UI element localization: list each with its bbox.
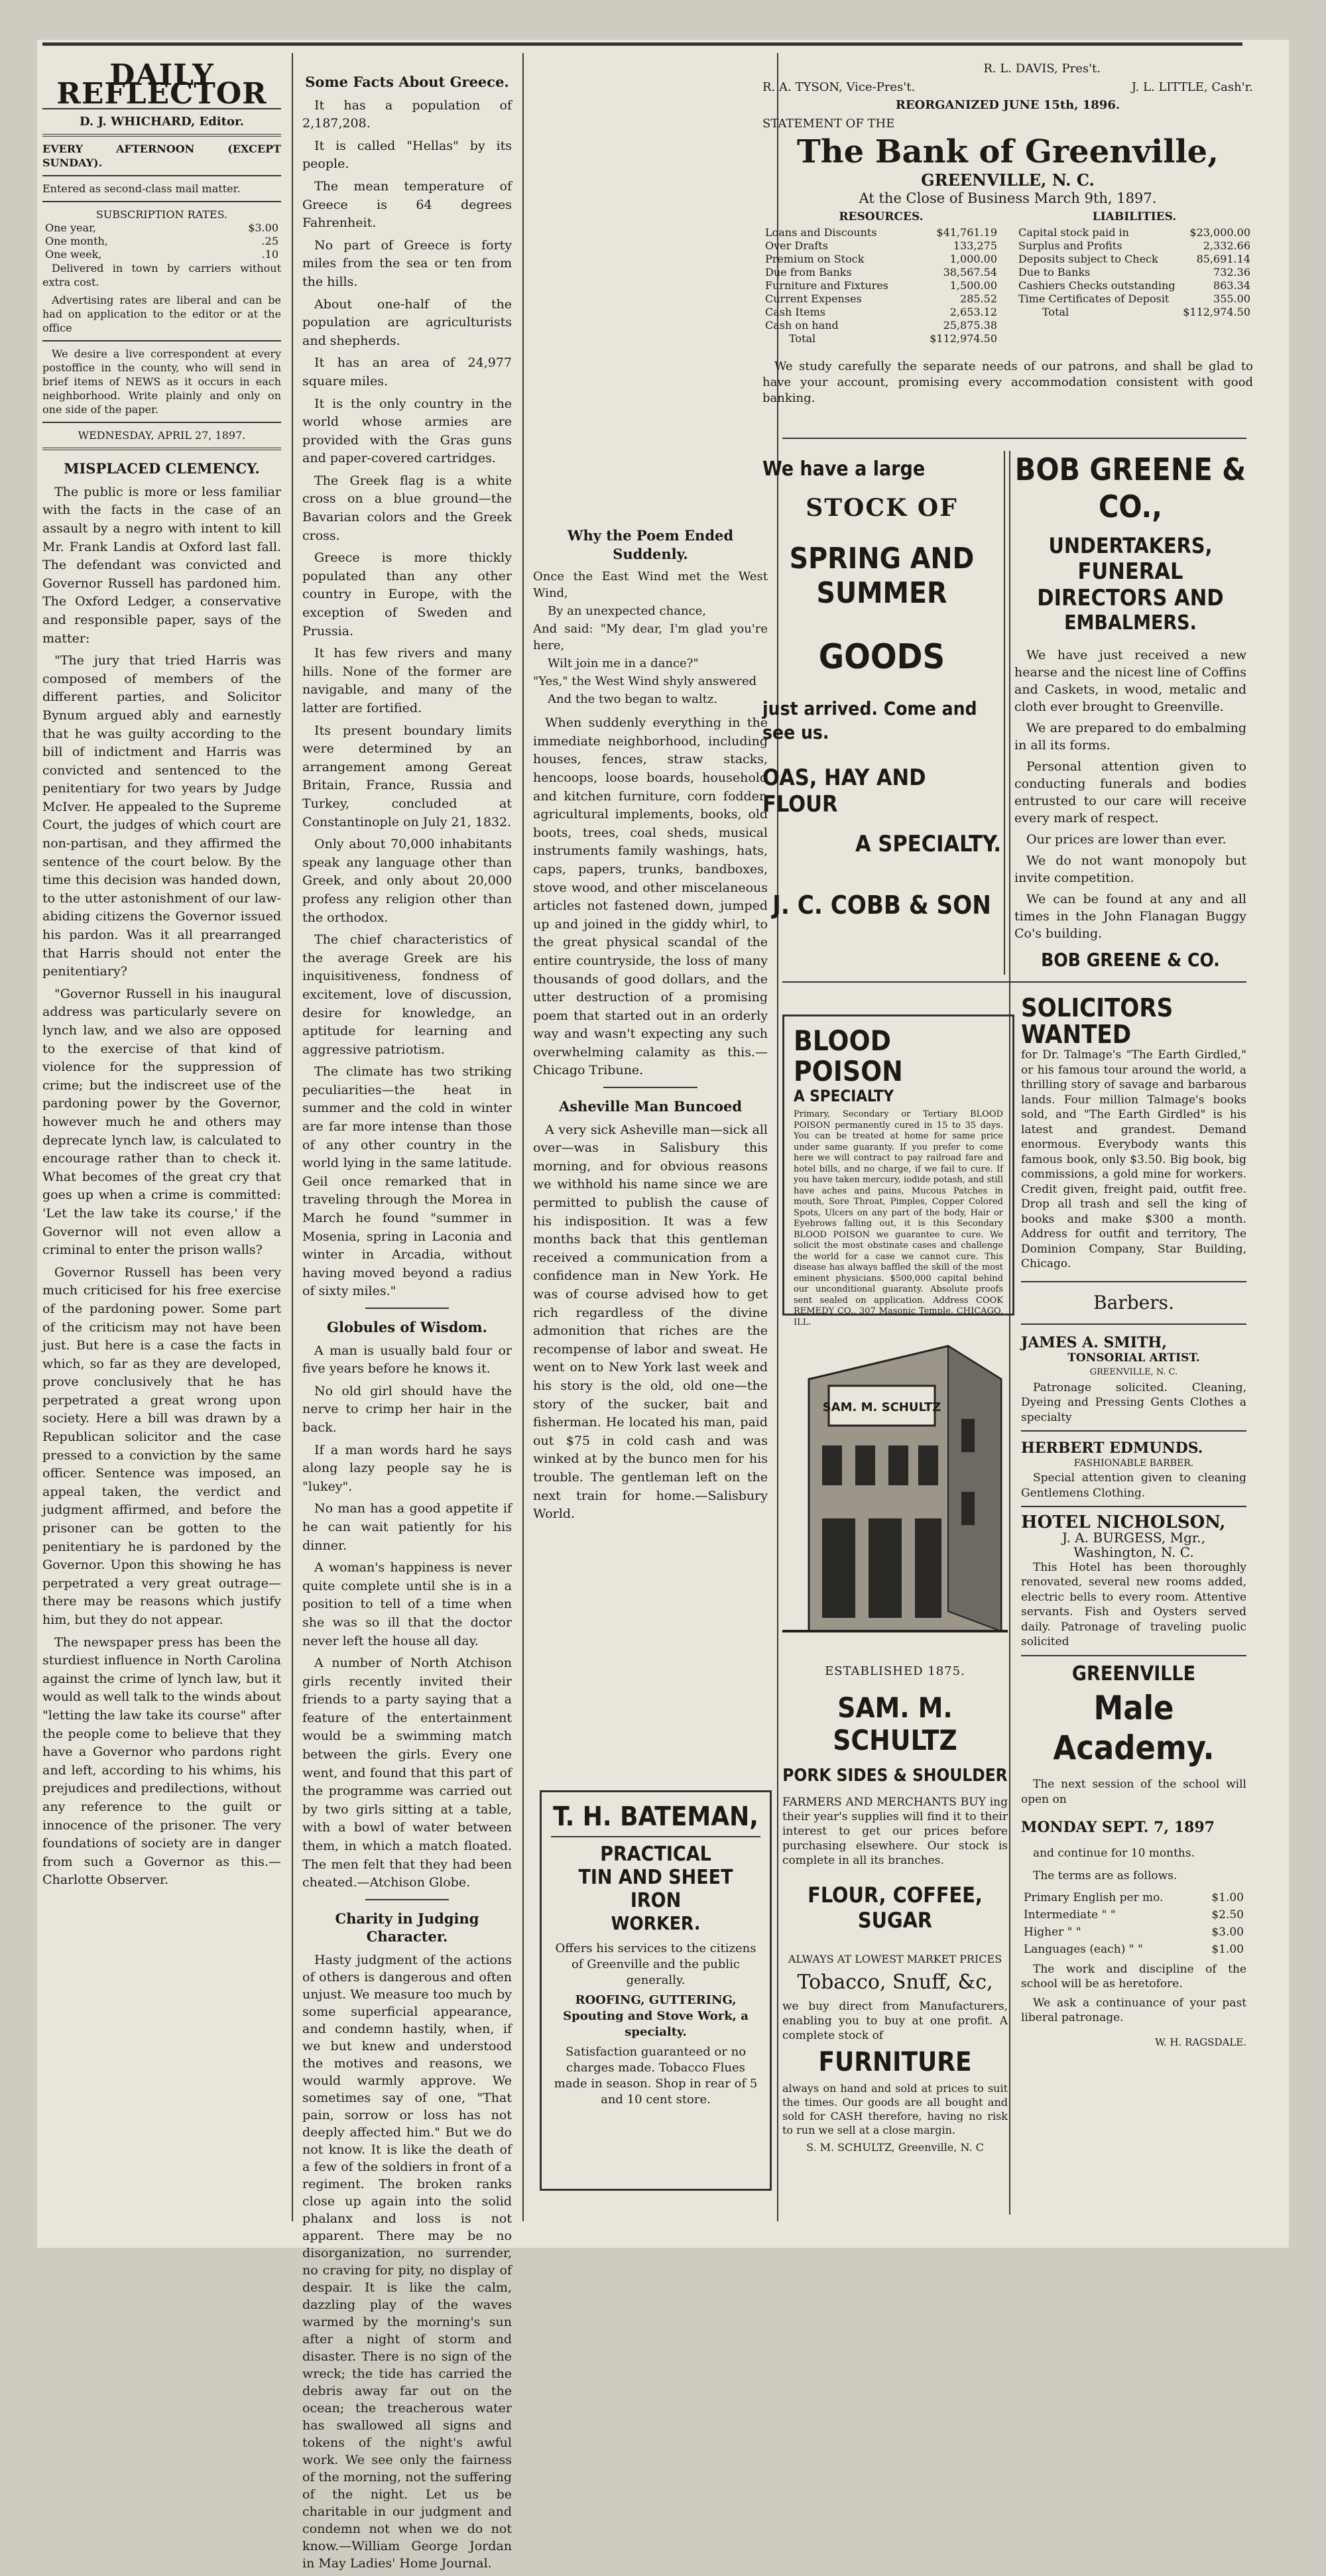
greene-paragraph: We have just received a new hearse and the nicest line of Coffins and Caskets, in wood, metalic and cloth ever brought to Greenville. [1014,648,1246,714]
asheville-paragraph: A very sick Asheville man—sick all over—was in Salisbury this morning, and for obvious reasons we withhold his name since we are permitted to publish the cause of his indisposition. It was a few months back that this gentleman received a communication from a confidence man in New York. He was of course advised how to get rich regardless of the divine admonition that riches are the recompense of labor and sweat. He went on to New York last week and his story is the old, old one—the story of the sucker, bait and fisherman. He located his man, paid out $75 in cold cash and was winked at by the bunco men for his trouble. The gentleman left on the next train for home.—Salisbury World. [533,1122,768,1522]
resource-row [762,226,1000,239]
greece-paragraph: The climate has two striking peculiarities—the heat in summer and the cold in winter are far more intense than those of any other country in the world lying in the same latitude. Geil once remarked that in traveling through the Morea in March he found "summer in Mosenia, spring in Laconia and winter in Arcadia, without having moved beyond a radius of sixty miles." [302,1064,512,1299]
liability-total-label: Total [1042,306,1069,319]
bank-rule [782,438,1246,439]
greene-paragraph: We can be found at any and all times in the John Flanagan Buggy Co's building. [1014,892,1246,941]
ad-rule [1004,451,1005,975]
schultz-line: ALWAYS AT LOWEST MARKET PRICES [788,1953,1002,1965]
academy-rate-row [1021,1924,1246,1941]
liability-value: 85,691.14 [1196,253,1250,266]
resource-row [762,292,1000,306]
bateman-name: T. H. BATEMAN, [551,1802,760,1837]
bank-statement-label: STATEMENT OF THE [762,116,895,131]
bank-officers [762,60,1253,78]
schultz-established: ESTABLISHED 1875. [825,1664,965,1678]
greece-paragraph: Greece is more thickly populated than any other country in Europe, with the exception of Sweden and Prussia. [302,550,512,639]
liability-value: 2,332.66 [1203,239,1250,253]
cobb-line: just arrived. Come and see us. [762,698,977,743]
hotel-text: This Hotel has been thoroughly renovated, several new rooms added, electric bells to every room. Attentive servants. Fish and Oysters served daily. Patronage of traveling puolic solicited [1021,1560,1246,1648]
greece-paragraph: The mean temperature of Greece is 64 degrees Fahrenheit. [302,178,512,231]
schultz-text: we buy direct from Manufacturers, enabling you to buy at one profit. A complete stock of [782,2000,1008,2042]
rate-label: One week, [45,248,102,261]
rates-heading: SUBSCRIPTION RATES. [95,208,228,221]
schultz-line: FLOUR, COFFEE, SUGAR [808,1882,983,1933]
bank-name: The Bank of Greenville, [797,133,1219,171]
resource-value: 38,567.54 [943,266,997,279]
resource-label: Loans and Discounts [765,226,877,239]
liability-row [1016,279,1253,292]
cobb-line: OAS, HAY AND FLOUR [762,765,926,818]
globules-heading: Globules of Wisdom. [327,1319,487,1335]
liability-label: Due to Banks [1018,266,1091,279]
resource-label: Due from Banks [765,266,852,279]
smith-text: Patronage solicited. Cleaning, Dyeing and Pressing Gents Clothes a specialty [1021,1380,1246,1424]
resource-total: $112,974.50 [930,332,997,345]
masthead-title: DAILY REFLECTOR [56,58,267,111]
academy-footer: W. H. RAGSDALE. [1155,2036,1246,2048]
resource-row [762,253,1000,266]
resource-label: Cash on hand [765,319,839,332]
schultz-text: FARMERS AND MERCHANTS BUY ing their year's supplies will find it to their interest to get our prices before purchasing elsewhere. Our stock is complete in all its branches. [782,1796,1008,1867]
schultz-line: Tobacco, Snuff, &c, [797,1971,993,1994]
resource-row [762,306,1000,319]
resource-value: $41,761.19 [936,226,997,239]
academy-terms: The terms are as follows. [1033,1869,1177,1882]
bateman-text: Satisfaction guaranteed or no charges made. Tobacco Flues made in season. Shop in rear of 5 and 10 cent store. [554,2045,758,2107]
liabilities [1016,208,1253,346]
delivery-note: Delivered in town by carriers without extra cost. [42,262,281,289]
globules-paragraph: No man has a good appetite if he can wait patiently for his dinner. [302,1501,512,1553]
greece-paragraph: It has few rivers and many hills. None of the former are navigable, and many of the latter are fortified. [302,646,512,715]
greene-paragraph: Personal attention given to conducting funerals and bodies entrusted to our care will receive every mark of respect. [1014,759,1246,826]
rate-label: One month, [45,235,108,248]
rate-row [42,221,281,235]
liabilities-table [1016,226,1253,319]
clemency-paragraph: The public is more or less familiar with the facts in the case of an assault by a negro with intent to kill Mr. Frank Landis at Oxford last fall. The defendant was convicted and Governor Russell has pardoned him. The Oxford Ledger, a conservative and responsible paper, says of the matter: [42,484,281,646]
greene-name: BOB GREENE & CO., [1014,452,1246,524]
edmunds-text: Special attention given to cleaning Gentlemens Clothing. [1021,1471,1246,1500]
bank-president: R. L. DAVIS, Pres't. [983,62,1101,76]
cobb-line: SPRING AND SUMMER [789,542,975,610]
academy-rate-value: $3.00 [1211,1925,1244,1939]
bank-close: At the Close of Business March 9th, 1897. [859,190,1157,206]
liability-label: Capital stock paid in [1018,226,1129,239]
liability-row [1016,239,1253,253]
cobb-line: We have a large [762,458,926,481]
greece-paragraph: Only about 70,000 inhabitants speak any language other than Greek, and only about 20,000 profess any religion other than the orthodox. [302,837,512,925]
liability-label: Time Certificates of Deposit [1018,292,1170,306]
academy-line: GREENVILLE [1071,1662,1196,1686]
edmunds-name: HERBERT EDMUNDS. [1021,1440,1203,1457]
blood-title: BLOOD POISON [794,1024,903,1087]
bateman-text: Offers his services to the citizens of Greenville and the public generally. [555,1941,756,1987]
ad-divider [782,981,1246,983]
academy-rate-label: Higher " " [1024,1925,1081,1939]
liability-label: Cashiers Checks outstanding [1018,279,1175,292]
resource-total-label: Total [789,332,816,345]
smith-city: GREENVILLE, N. C. [1089,1367,1178,1377]
bank-tables [762,208,1253,346]
masthead-schedule: EVERY AFTERNOON (EXCEPT SUNDAY). [42,143,281,170]
resource-label: Premium on Stock [765,253,865,266]
academy-rate-row [1021,1941,1246,1958]
academy-text: and continue for 10 months. [1033,1846,1195,1860]
poem-line: "Yes," the West Wind shyly answered [533,674,757,689]
bateman-text: ROOFING, GUTTERING, Spouting and Stove Work, a specialty. [563,1993,749,2039]
correspondent-note: We desire a live correspondent at every postoffice in the county, who will send in brief items of NEWS as it occurs in each neighborhood. Write plainly and only on one side of the paper. [42,347,281,416]
globules-paragraph: If a man words hard he says along lazy people say he is "lukey". [302,1442,512,1494]
liability-value: 863.34 [1213,279,1250,292]
cobb-line: J. C. COBB & SON [772,890,991,920]
poem-line: And said: "My dear, I'm glad you're here, [533,622,768,653]
store-sign: SAM. M. SCHULTZ [822,1400,941,1414]
academy-rate-label: Intermediate " " [1024,1908,1116,1922]
resource-row [762,239,1000,253]
liability-total: $112,974.50 [1183,306,1250,319]
bank-reorganized: REORGANIZED JUNE 15th, 1896. [895,98,1120,113]
rate-price: .25 [261,235,278,248]
greene-paragraph: We do not want monopoly but invite competition. [1014,853,1246,885]
smith-name: JAMES A. SMITH, [1021,1334,1167,1351]
resources [762,208,1000,346]
greene-paragraph: We are prepared to do embalming in all its forms. [1014,721,1246,753]
blood-poison-ad [782,1014,1014,1327]
resource-label: Furniture and Fixtures [765,279,888,292]
academy-line: Male Academy. [1053,1689,1215,1767]
column-rule [1009,451,1010,2215]
blood-subtitle: A SPECIALTY [794,1087,894,1105]
column-2 [302,57,512,2576]
academy-text: The work and discipline of the school will be as heretofore. [1021,1962,1246,1991]
academy-rate-value: $2.50 [1211,1908,1244,1922]
barbers-heading: Barbers. [1093,1291,1174,1314]
greece-paragraph: About one-half of the population are agriculturists and shepherds. [302,296,512,348]
academy-rate-value: $1.00 [1211,1890,1244,1904]
bateman-tin: TIN AND SHEET IRON [578,1866,733,1912]
hotel-name: HOTEL NICHOLSON, [1021,1512,1226,1532]
cobb-line: GOODS [818,637,945,677]
academy-text: We ask a continuance of your past liberal patronage. [1021,1996,1246,2024]
rate-label: One year, [45,221,96,235]
solicitors-lead: SOLICITORS WANTED [1021,993,1174,1049]
solicitors-ad [1021,995,1246,1272]
liability-value: 355.00 [1213,292,1250,306]
cobb-line: A SPECIALTY. [855,831,1001,857]
academy-rate-value: $1.00 [1211,1942,1244,1956]
greece-paragraph: The Greek flag is a white cross on a blue ground—the Bavarian colors and the Greek cross. [302,473,512,543]
academy-rate-label: Languages (each) " " [1024,1942,1143,1956]
globules-paragraph: A number of North Atchison girls recently invited their friends to a party saying that a feature of the entertainment would be a swimming match between the girls. Every one went, and found that this part of the programme was carried out by two girls sitting at a table, with a bowl of water between them, in which a match floated. The men felt that they had been cheated.—Atchison Globe. [302,1656,512,1890]
rate-row [42,235,281,248]
schultz-line: FURNITURE [818,2047,972,2077]
globules-paragraph: No old girl should have the nerve to crimp her hair in the back. [302,1383,512,1435]
globules-paragraph: A woman's happiness is never quite complete until she is in a position to tell of a time when she was so ill that the doctor never left the house all day. [302,1560,512,1648]
bank-cashier: J. L. LITTLE, Cash'r. [1131,80,1253,94]
hotel-manager: J. A. BURGESS, Mgr., [1062,1529,1205,1546]
clemency-heading: MISPLACED CLEMENCY. [64,460,260,477]
resource-row [762,279,1000,292]
column-right-lower [1021,995,1246,2050]
liability-label: Deposits subject to Check [1018,253,1158,266]
bank-officers-row [762,78,1253,97]
greene-footer: BOB GREENE & CO. [1041,949,1220,971]
column-rule [292,53,293,2221]
bank-vice: R. A. TYSON, Vice-Pres't. [762,80,916,94]
liability-value: 732.36 [1213,266,1250,279]
issue-date: WEDNESDAY, APRIL 27, 1897. [78,429,246,442]
greene-ad [1014,451,1246,981]
cobb-ad [762,451,1001,975]
liability-label: Surplus and Profits [1018,239,1122,253]
resource-label: Cash Items [765,306,825,319]
academy-date: MONDAY SEPT. 7, 1897 [1021,1819,1215,1836]
edmunds-title: FASHIONABLE BARBER. [1073,1457,1194,1469]
schultz-footer: S. M. SCHULTZ, Greenville, N. C [806,2141,984,2154]
liabilities-heading: LIABILITIES. [1092,210,1177,223]
poem-paragraph: When suddenly everything in the immediate neighborhood, including houses, fences, straw stacks, hencoops, loose boards, household and kitchen furniture, corn fodder, agricultural implements, books, old boots, trees, coal sheds, musical instruments family washings, hats, caps, papers, trunks, bandboxes, stove wood, and other miscelaneous articles not fastened down, jumped up and joined in the giddy whirl, to the great physical scandal of the entire countryside, the loss of many thousands of good dollars, and the utter destruction of a promising poem that started out in an orderly way and wasn't expecting any such overwhelming calamity as this.—Chicago Tribune. [533,715,768,1078]
liability-row [1016,292,1253,306]
greece-paragraph: It has a population of 2,187,208. [302,97,512,131]
solicitors-text: for Dr. Talmage's "The Earth Girdled," or his famous tour around the world, a thrilling story of savage and barbarous lands. Four million Talmage's books sold, and "The Earth Girdled" is his latest and grandest. Demand enormous. Everybody wants this famous book, only $3.50. Big book, big commissions, a gold mine for workers. Credit given, freight paid, outfit free. Drop all trash and sell the king of books and make $300 a month. Address for outfit and territory, The Dominion Company, Star Building, Chicago. [1021,1048,1246,1270]
bateman-practical: PRACTICAL [600,1843,711,1866]
greece-paragraph: No part of Greece is forty miles from the sea or ten from the hills. [302,237,512,289]
greene-paragraph: Our prices are lower than ever. [1026,832,1227,847]
greene-line: EMBALMERS. [1064,611,1197,635]
hotel-city: Washington, N. C. [1073,1544,1194,1560]
charity-heading: Charity in Judging Character. [335,1910,479,1945]
resource-value: 25,875.38 [943,319,997,332]
schultz-text: always on hand and sold at prices to suit the times. Our goods are all bought and sold for CASH therefore, having no risk to run we sell at a close margin. [782,2082,1008,2136]
bank-statement [762,60,1253,406]
resource-total-row [762,332,1000,345]
rates-table [42,221,281,261]
liability-value: $23,000.00 [1189,226,1250,239]
resource-value: 133,275 [953,239,997,253]
poem-line: Once the East Wind met the West Wind, [533,570,768,601]
resources-heading: RESOURCES. [839,210,924,223]
cobb-line: STOCK OF [806,494,958,522]
academy-rate-row [1021,1889,1246,1906]
bateman-ad [540,1790,772,2191]
schultz-name: SAM. M. SCHULTZ [833,1691,957,1756]
schultz-line: PORK SIDES & SHOULDER [782,1766,1008,1786]
academy-rates [1021,1889,1246,1958]
smith-title: TONSORIAL ARTIST. [1067,1351,1200,1365]
greece-paragraph: It has an area of 24,977 square miles. [302,355,512,389]
column-rule [522,53,524,2221]
academy-text: The next session of the school will open on [1021,1778,1246,1806]
rate-price: .10 [261,248,278,261]
clemency-paragraph: "Governor Russell in his inaugural address was particularly severe on lynch law, and we also are opposed to the exercise of that kind of violence for the suppression of crime; but the indiscreet use of the pardoning power by the Governor, however much he and others may deprecate lynch law, is calculated to encourage rather than to check it. What becomes of the great cry that goes up when a crime is committed: 'Let the law take its course,' if the Governor will not even allow a criminal to enter the prison walls? [42,986,281,1258]
resource-row [762,266,1000,279]
asheville-heading: Asheville Man Buncoed [558,1098,743,1115]
resource-label: Over Drafts [765,239,828,253]
bank-city: GREENVILLE, N. C. [921,170,1095,190]
liability-row [1016,253,1253,266]
liability-row [1016,266,1253,279]
greene-line: UNDERTAKERS, [1048,533,1213,558]
bateman-worker: WORKER. [611,1912,701,1934]
greene-body [1014,646,1246,942]
resource-value: 285.52 [960,292,997,306]
greece-paragraph: Its present boundary limits were determined by an arrangement among Gereat Britain, France, Russia and Turkey, concluded at Constantinople on July 21, 1832. [302,723,512,829]
masthead-editor: D. J. WHICHARD, Editor. [79,115,245,129]
globules-paragraph: A man is usually bald four or five years before he knows it. [302,1343,512,1377]
resource-value: 1,500.00 [949,279,997,292]
advertising-note: Advertising rates are liberal and can be had on application to the editor or at the office [42,294,281,335]
clemency-paragraph: Governor Russell has been very much criticised for his free exercise of the pardoning power. Some part of the criticism may not have been just. But here is a case the facts in which, so far as they are developed, prove conclusively that he has perpetrated a great wrong upon society. Here a bill was drawn by a Republican solicitor and the case pressed to a conviction by the same officer. Sentence was imposed, an appeal taken, the verdict and judgment affirmed, and before the prisoner can be gotten to the penitentiary he is pardoned by the Governor. Upon this showing he has perpetrated a very great outrage—there may be reasons which justify him, but they do not appear. [42,1264,281,1627]
greece-paragraph: The chief characteristics of the average Greek are his inquisitiveness, fondness of excitement, love of discussion, desire for knowledge, an aptitude for learning and aggressive patriotism. [302,932,512,1057]
blood-text: Primary, Secondary or Tertiary BLOOD POISON permanently cured in 15 to 35 days. You can be treated at home for same price under same guaranty. If you prefer to come here we will contract to pay railroad fare and hotel bills, and no charge, if we fail to cure. If you have taken mercury, iodide potash, and still have aches and pains, Mucous Patches in mouth, Sore Throat, Pimples, Copper Colored Spots, Ulcers on any part of the body, Hair or Eyebrows falling out, it is this Secondary BLOOD POISON we guarantee to cure. We solicit the most obstinate cases and challenge the world for a case we cannot cure. This disease has always baffled the skill of the most eminent physicians. $500,000 capital behind our unconditional guaranty. Absolute proofs sent sealed on application. Address COOK REMEDY CO., 307 Masonic Temple, CHICAGO, ILL. [794,1109,1003,1327]
resource-row [762,319,1000,332]
greece-paragraph: It is the only country in the world whose armies are provided with the Gras guns and paper-covered cartridges. [302,396,512,466]
charity-paragraph: Hasty judgment of the actions of others is dangerous and often unjust. We measure too much by some superficial appearance, and condemn hastily, when, if we but knew and understood the motives and reasons, we would warmly approve. We sometimes say of one, "That pain, sorrow or loss has not deeply affected him." But we do not know. It is like the death of a few of the soldiers in front of a regiment. The broken ranks close up again into the solid phalanx and loss is not apparent. There may be no disorganization, no surrender, no craving for pity, no display of despair. It is like the calm, dazzling play of the waves warmed by the morning's sun after a night of storm and disaster. There is no sign of the wreck; the tide has carried the debris away far out on the ocean; the treacherous water has swallowed all signs and tokens of the night's awful work. We see only the fairness of the morning, not the suffering of the night. Let us be charitable in our judgment and condemn not when we do not know.—William George Jordan in May Ladies' Home Journal. [302,1953,512,2571]
column-3 [533,517,768,1528]
greene-line: FUNERAL DIRECTORS AND [1037,558,1224,611]
resources-table [762,226,1000,345]
clemency-paragraph: The newspaper press has been the sturdiest influence in North Carolina against the crime of lynch law, but it would as well talk to the winds about "letting the law take its course" after the people come to believe that they have a Governor who pardons right and left, according to his whims, his prejudices and predilections, without any reference to the guilt or innocence of the prisoner. The very foundations of society are in danger from such a Governor as this.—Charlotte Observer. [42,1634,281,1888]
schultz-ad [782,1664,1008,2208]
academy-rate-label: Primary English per mo. [1024,1890,1164,1904]
greece-paragraph: It is called "Hellas" by its people. [302,138,512,172]
bank-footer: We study carefully the separate needs of our patrons, and shall be glad to have your account, promising every accommodation consistent with good banking. [762,359,1253,406]
schultz-store-illustration [782,1319,1008,1651]
poem-line: Wilt join me in a dance?" [548,656,699,671]
liability-total-row [1016,306,1253,319]
masthead-entered: Entered as second-class mail matter. [42,182,241,196]
rate-row [42,248,281,261]
resource-label: Current Expenses [765,292,862,306]
clemency-paragraph: "The jury that tried Harris was composed of members of the different parties, and Solicitor Bynum argued ably and earnestly that he was guilty according to the bill of indictment and Harris was convicted and sentenced to the penitentiary for two years by Judge McIver. He appealed to the Supreme Court, the judges of which court are non-partisan, and they affirmed the sentence of the court below. By the time this decision was handed down, to the utter astonishment of our law-abiding citizens the Governor issued his pardon. Was it all prearranged that Harris should not enter the penitentiary? [42,653,281,979]
greece-heading: Some Facts About Greece. [305,74,509,90]
poem-line: And the two began to waltz. [548,692,718,707]
resource-value: 1,000.00 [949,253,997,266]
poem-line: By an unexpected chance, [548,604,706,619]
column-1 [42,57,281,1894]
liability-row [1016,226,1253,239]
store-drawing [782,1319,1008,1651]
top-rule [42,42,1242,46]
academy-rate-row [1021,1906,1246,1924]
poem [533,568,768,707]
poem-heading: Why the Poem Ended Suddenly. [567,527,734,562]
resource-value: 2,653.12 [949,306,997,319]
rate-price: $3.00 [248,221,278,235]
